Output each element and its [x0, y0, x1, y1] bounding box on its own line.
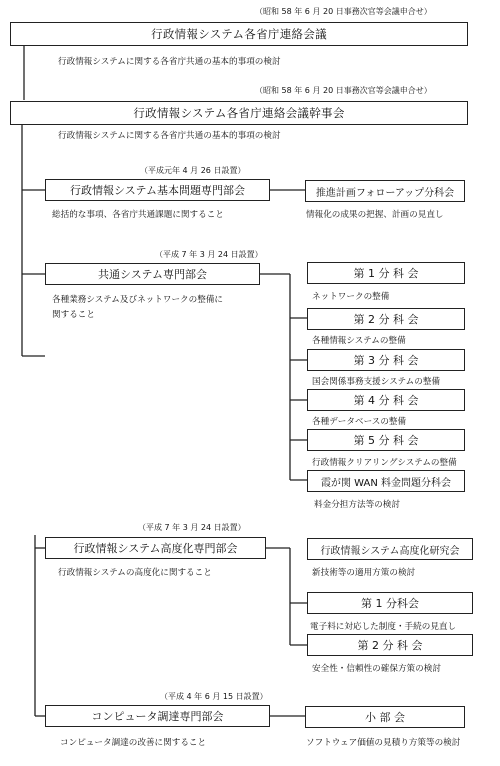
committee-2-sub-4-box: 第 4 分 科 会	[307, 389, 465, 411]
committee-3-box: 行政情報システム高度化専門部会	[45, 537, 266, 559]
committee-3-sub-3-desc: 安全性・信頼性の確保方策の検討	[312, 664, 441, 674]
committee-3-sub-2-box: 第 1 分科会	[307, 592, 473, 614]
committee-1-box: 行政情報システム基本問題専門部会	[45, 179, 270, 201]
committee-4-box: コンピュータ調達専門部会	[45, 705, 270, 727]
committee-4-sub-1-desc: ソフトウェア価値の見積り方策等の検討	[306, 738, 461, 748]
committee-2-note: （平成 7 年 3 月 24 日設置）	[155, 250, 263, 259]
committee-4-desc: コンピュータ調達の改善に関すること	[60, 738, 207, 748]
committee-1-sub-1-box: 推進計画フォローアップ分科会	[305, 180, 465, 202]
committee-2-sub-4-desc: 各種データベースの整備	[312, 417, 407, 427]
committee-2-box: 共通システム専門部会	[45, 263, 260, 285]
committee-3-sub-1-desc: 新技術等の適用方策の検討	[312, 568, 416, 578]
committee-2-sub-6-desc: 料金分担方法等の検討	[314, 500, 400, 510]
committee-2-sub-3-desc: 国会関係事務支援システムの整備	[312, 377, 441, 387]
committee-2-sub-2-box: 第 2 分 科 会	[307, 308, 465, 330]
committee-1-desc: 総括的な事項、各省庁共通課題に関すること	[52, 210, 224, 220]
committee-3-sub-3-box: 第 2 分 科 会	[307, 634, 473, 656]
committee-2-sub-5-box: 第 5 分 科 会	[307, 429, 465, 451]
committee-1-note: （平成元年 4 月 26 日設置）	[140, 166, 246, 175]
committee-2-desc-line2: 関すること	[52, 310, 95, 320]
second-note: （昭和 58 年 6 月 20 日事務次官等会議申合せ）	[255, 86, 432, 95]
second-conference-box: 行政情報システム各省庁連絡会議幹事会	[10, 101, 468, 125]
committee-2-sub-2-desc: 各種情報システムの整備	[312, 336, 406, 346]
committee-2-sub-5-desc: 行政情報クリアリングシステムの整備	[312, 458, 457, 468]
top-conference-desc: 行政情報システムに関する各省庁共通の基本的事項の検討	[58, 57, 281, 67]
top-conference-box: 行政情報システム各省庁連絡会議	[10, 22, 468, 46]
committee-2-desc: 各種業務システム及びネットワークの整備に	[52, 295, 224, 305]
second-conference-desc: 行政情報システムに関する各省庁共通の基本的事項の検討	[58, 131, 281, 141]
committee-3-desc: 行政情報システムの高度化に関すること	[58, 568, 212, 578]
committee-2-sub-3-box: 第 3 分 科 会	[307, 349, 465, 371]
committee-2-sub-6-box: 霞が関 WAN 料金問題分科会	[307, 470, 465, 492]
committee-4-note: （平成 4 年 6 月 15 日設置）	[160, 692, 268, 701]
committee-1-sub-1-desc: 情報化の成果の把握、計画の見直し	[306, 210, 444, 220]
committee-4-sub-1-box: 小 部 会	[305, 706, 465, 728]
committee-2-sub-1-box: 第 1 分 科 会	[307, 262, 465, 284]
committee-3-sub-1-box: 行政情報システム高度化研究会	[307, 538, 473, 560]
committee-2-sub-1-desc: ネットワークの整備	[312, 292, 390, 302]
committee-3-sub-2-desc: 電子料に対応した制度・手続の見直し	[310, 622, 457, 632]
top-note: （昭和 58 年 6 月 20 日事務次官等会議申合せ）	[255, 7, 432, 16]
committee-3-note: （平成 7 年 3 月 24 日設置）	[138, 523, 246, 532]
